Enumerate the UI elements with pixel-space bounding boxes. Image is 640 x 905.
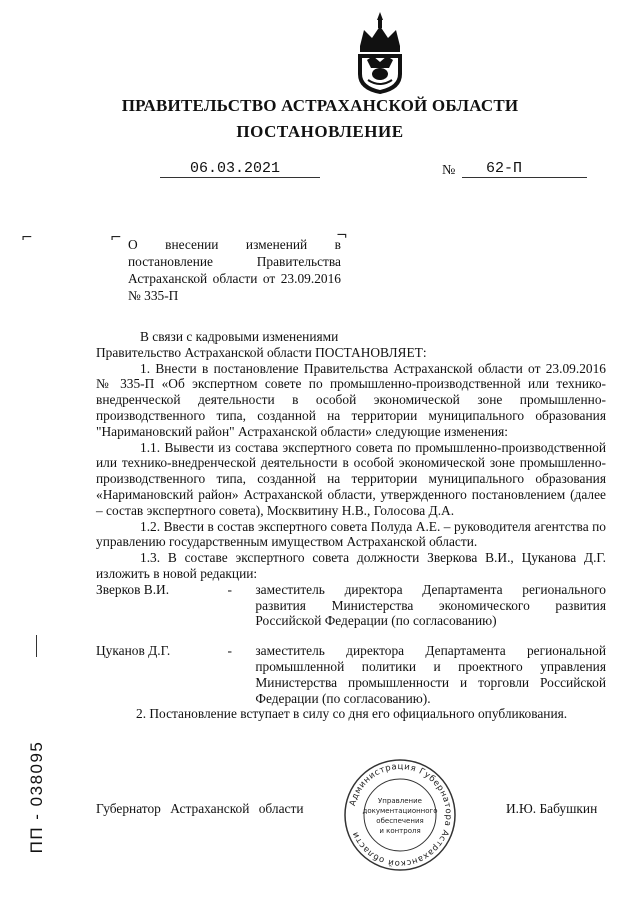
member-row	[96, 643, 606, 706]
paragraph-1-1: 1.1. Вывести из состава экспертного совета по промышленно-производственной или технико-внедренческой деятельности в особой экономической зоне промышленно-производственного типа, созданной на территории муниципального образования «Наримановский район» Астраханской области, утвержденного постановлением (далее – состав экспертного совета), Москвитину Н.В., Голосова Д.А.	[96, 439, 606, 518]
member-row	[96, 582, 606, 629]
date-underline	[160, 177, 320, 178]
document-type-title: ПОСТАНОВЛЕНИЕ	[236, 122, 404, 141]
document-body	[96, 329, 606, 722]
subject-corner-right-icon: ¬	[336, 228, 348, 244]
serial-number-text: ПП - 038095	[27, 740, 46, 854]
signatory-position: Губернатор Астраханской области	[96, 801, 304, 816]
member-dash: -	[227, 581, 232, 597]
stamp-center-line: обеспечения	[376, 817, 424, 825]
signatory-name: И.Ю. Бабушкин	[506, 801, 598, 816]
serial-number	[24, 722, 50, 872]
member-name: Зверков В.И.	[96, 581, 170, 597]
stamp-ring-text: Администрация Губернатора Астраханской области	[347, 761, 454, 869]
organization-title: ПРАВИТЕЛЬСТВО АСТРАХАНСКОЙ ОБЛАСТИ	[121, 96, 519, 115]
number-sign: №	[442, 163, 456, 178]
preamble-line: Правительство Астраханской области ПОСТАНОВЛЯЕТ:	[96, 344, 427, 360]
member-description: заместитель директора Департамента региональной промышленной политики и проектного управления Министерства промышленности и торговли Российской Федерации (по согласованию).	[255, 643, 606, 706]
member-name: Цуканов Д.Г.	[96, 643, 171, 659]
member-dash: -	[227, 643, 232, 659]
subject-corner-left-icon: ⌐	[110, 230, 122, 246]
stamp-center-line: Управление	[378, 797, 422, 805]
paragraph-2: 2. Постановление вступает в силу со дня его официального опубликования.	[136, 706, 568, 722]
paragraph-1: 1. Внести в постановление Правительства Астраханской области от 23.09.2016 № 335-П «Об экспертном совете по промышленно-производственной или технико-внедренческой деятельности в особой экономической зоне промышленно-производственного типа, созданной на территории муниципального образования "Наримановский район" Астраханской области» следующие изменения:	[96, 360, 606, 439]
official-stamp	[342, 757, 458, 873]
paragraph-1-2: 1.2. Ввести в состав экспертного совета Полуда А.Е. – руководителя агентства по управлению государственным имуществом Астраханской области.	[96, 518, 606, 550]
stamp-center-line: документационного	[362, 807, 438, 815]
coat-of-arms-emblem	[352, 12, 408, 96]
document-number: 62-П	[486, 160, 523, 177]
member-description: заместитель директора Департамента регионального развития Министерства экономического развития Российской Федерации (по согласованию)	[255, 581, 606, 629]
corner-mark-left-icon: ⌐	[21, 230, 33, 246]
margin-mark	[36, 635, 37, 657]
intro-line: В связи с кадровыми изменениями	[140, 329, 339, 344]
document-subject: О внесении изменений в постановление Правительства Астраханской области от 23.09.2016 № 335-П	[128, 237, 341, 303]
paragraph-1-3: 1.3. В составе экспертного совета должности Зверкова В.И., Цуканова Д.Г. изложить в новой редакции:	[96, 550, 606, 581]
stamp-center-line: и контроля	[379, 827, 421, 835]
number-underline	[462, 177, 587, 178]
document-date: 06.03.2021	[190, 160, 281, 177]
